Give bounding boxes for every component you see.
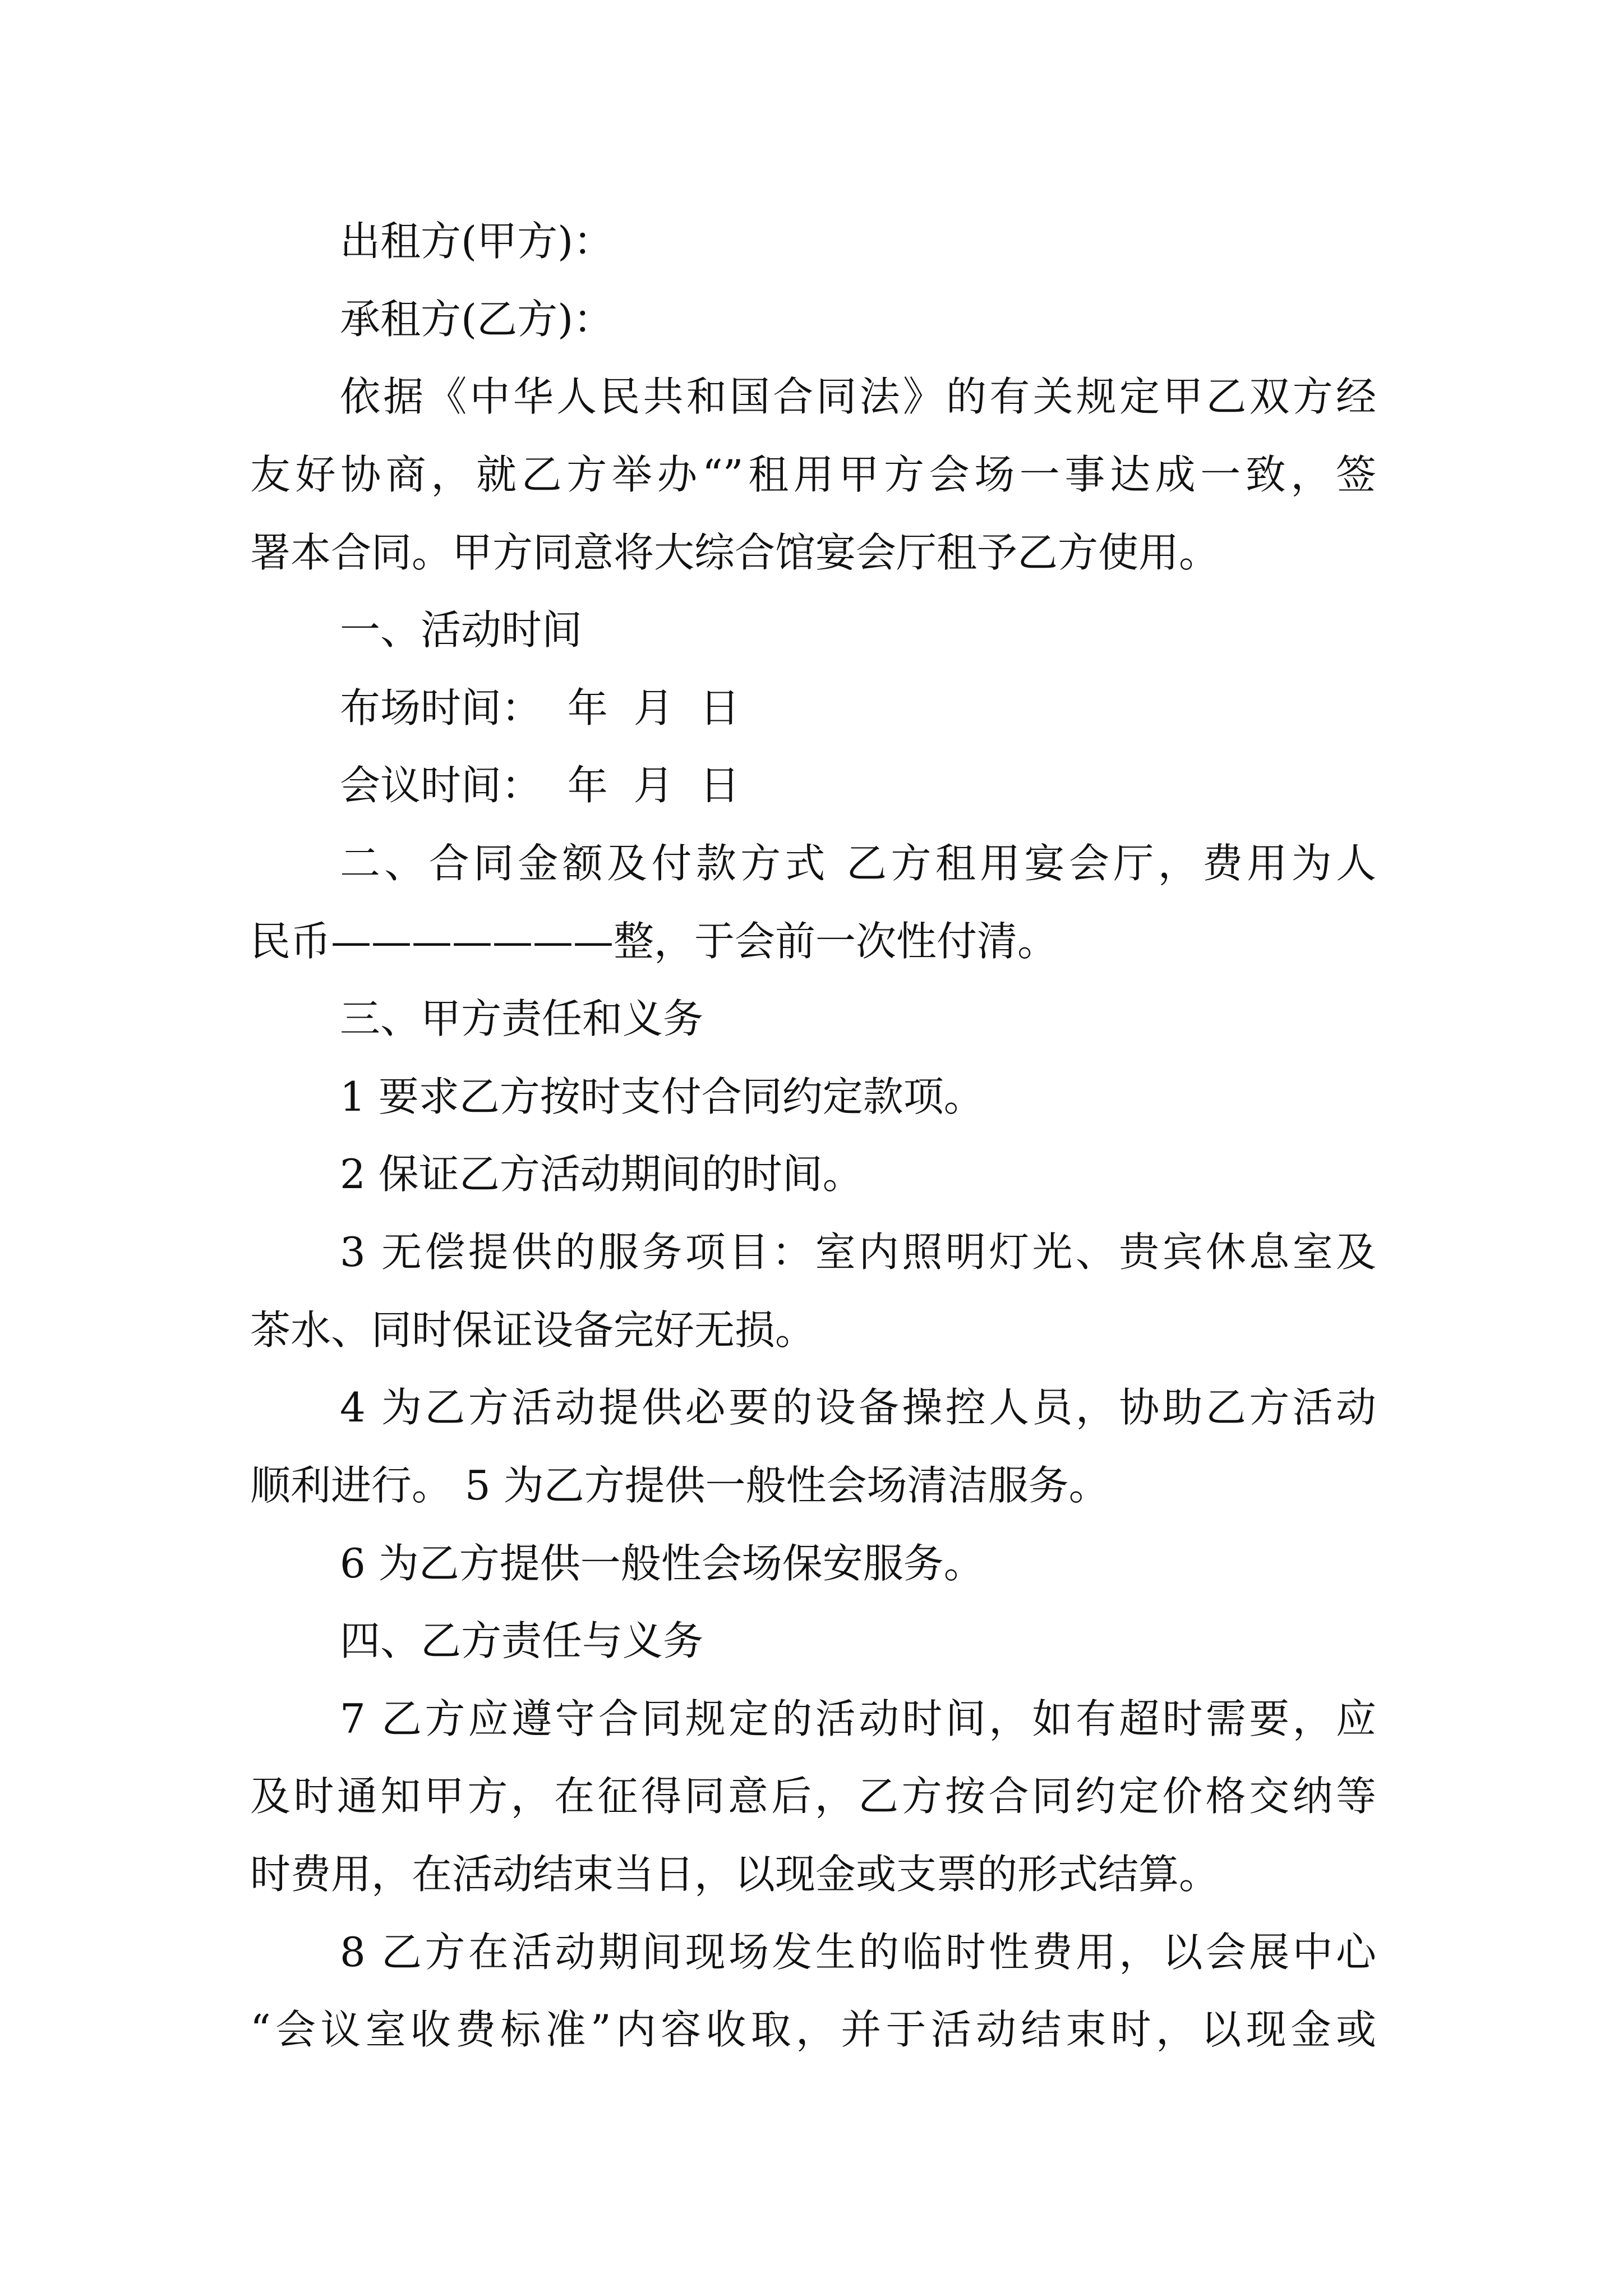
setup-time-line: 布场时间： 年 月 日 xyxy=(340,684,740,731)
lessee-line: 承租方(乙方)： xyxy=(340,296,614,343)
clause-2: 2 保证乙方活动期间的时间。 xyxy=(340,1151,863,1198)
section-heading-1: 一、活动时间 xyxy=(340,606,583,654)
meeting-time-line: 会议时间： 年 月 日 xyxy=(340,762,740,809)
section-heading-4: 四、乙方责任与义务 xyxy=(340,1617,704,1664)
clause-8-line-2: “会议室收费标准”内容收取，并于活动结束时，以现金或 xyxy=(250,2006,1376,2053)
clause-4-line-1: 4 为乙方活动提供必要的设备操控人员，协助乙方活动 xyxy=(340,1384,1376,1431)
clause-3-line-1: 3 无偿提供的服务项目：室内照明灯光、贵宾休息室及 xyxy=(340,1228,1376,1276)
clause-7-line-1: 7 乙方应遵守合同规定的活动时间，如有超时需要，应 xyxy=(340,1695,1376,1742)
intro-paragraph-line-2: 友好协商，就乙方举办“”租用甲方会场一事达成一致，签 xyxy=(250,451,1376,498)
clause-1: 1 要求乙方按时支付合同约定款项。 xyxy=(340,1073,984,1120)
clause-7-line-3: 时费用，在活动结束当日，以现金或支票的形式结算。 xyxy=(250,1851,1220,1898)
lessor-line: 出租方(甲方)： xyxy=(340,218,614,265)
clause-3-line-2: 茶水、同时保证设备完好无损。 xyxy=(250,1306,816,1354)
intro-paragraph-line-1: 依据《中华人民共和国合同法》的有关规定甲乙双方经 xyxy=(340,373,1376,420)
section-heading-3: 三、甲方责任和义务 xyxy=(340,995,704,1042)
clause-6: 6 为乙方提供一般性会场保安服务。 xyxy=(340,1540,984,1587)
clause-7-line-2: 及时通知甲方，在征得同意后，乙方按合同约定价格交纳等 xyxy=(250,1773,1376,1820)
section-heading-2-line-2: 民币———————整，于会前一次性付清。 xyxy=(250,918,1058,965)
clause-8-line-1: 8 乙方在活动期间现场发生的临时性费用，以会展中心 xyxy=(340,1929,1376,1976)
intro-paragraph-line-3: 署本合同。甲方同意将大综合馆宴会厅租予乙方使用。 xyxy=(250,529,1220,576)
clause-4-line-2: 顺利进行。 5 为乙方提供一般性会场清洁服务。 xyxy=(250,1462,1109,1509)
section-heading-2-line-1: 二、合同金额及付款方式 乙方租用宴会厅，费用为人 xyxy=(340,840,1376,887)
